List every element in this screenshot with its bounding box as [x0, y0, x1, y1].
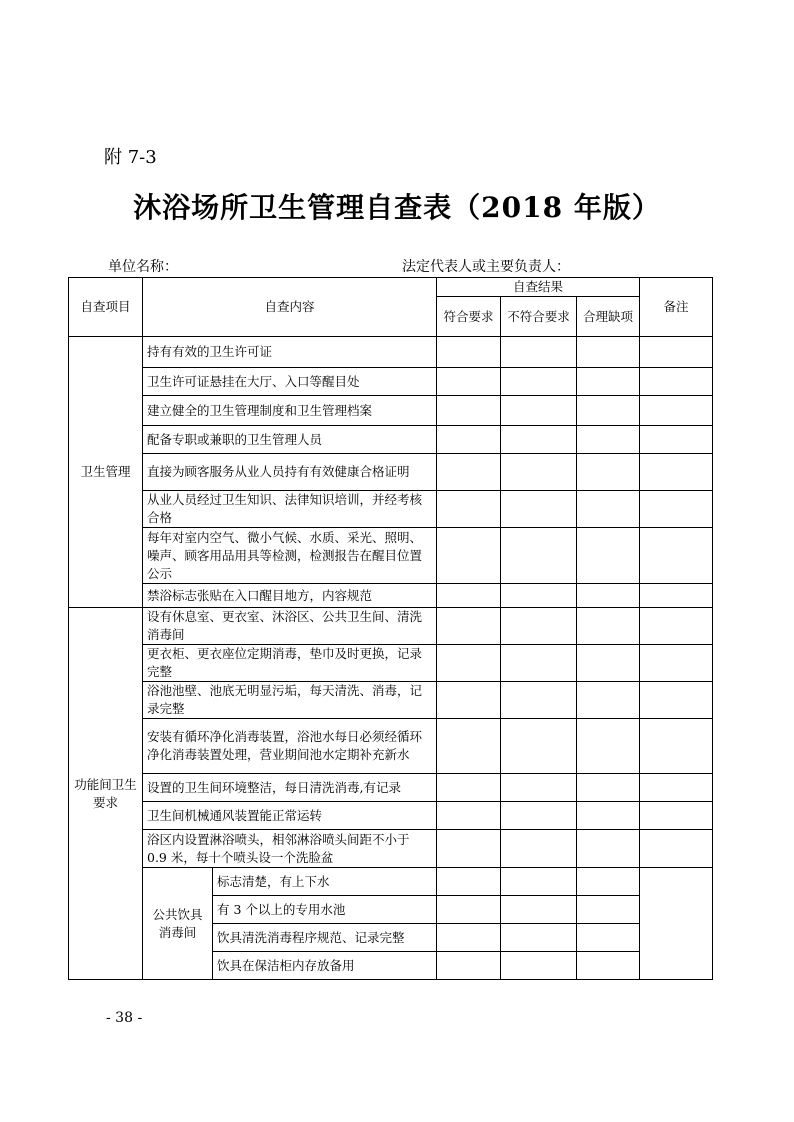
check-cell[interactable] — [437, 682, 501, 719]
check-cell[interactable] — [640, 368, 713, 396]
check-cell[interactable] — [501, 608, 577, 645]
check-item: 禁浴标志张贴在入口醒目地方，内容规范 — [143, 584, 437, 608]
check-cell[interactable] — [577, 584, 640, 608]
table-row — [69, 830, 713, 868]
check-cell[interactable] — [577, 645, 640, 682]
check-cell[interactable] — [501, 396, 577, 426]
check-cell[interactable] — [437, 396, 501, 426]
check-cell[interactable] — [577, 802, 640, 830]
check-cell[interactable] — [640, 682, 713, 719]
check-cell[interactable] — [501, 896, 577, 924]
check-cell[interactable] — [577, 719, 640, 774]
table-row — [69, 774, 713, 802]
check-cell[interactable] — [437, 337, 501, 368]
check-cell[interactable] — [577, 491, 640, 528]
header-result: 自查结果 — [437, 278, 640, 297]
table-row — [69, 802, 713, 830]
check-item: 标志清楚，有上下水 — [213, 868, 437, 896]
check-cell[interactable] — [640, 426, 713, 454]
table-row — [69, 454, 713, 491]
check-cell[interactable] — [640, 337, 713, 368]
table-row — [69, 491, 713, 528]
check-item: 每年对室内空气、微小气候、水质、采光、照明、噪声、顾客用品用具等检测，检测报告在醒目位置公示 — [143, 528, 437, 584]
check-cell[interactable] — [577, 682, 640, 719]
check-cell[interactable] — [437, 584, 501, 608]
check-cell[interactable] — [577, 368, 640, 396]
check-cell[interactable] — [577, 426, 640, 454]
table-row — [69, 396, 713, 426]
check-cell[interactable] — [501, 952, 577, 980]
check-item: 持有有效的卫生许可证 — [143, 337, 437, 368]
check-cell[interactable] — [501, 454, 577, 491]
check-item: 建立健全的卫生管理制度和卫生管理档案 — [143, 396, 437, 426]
check-cell[interactable] — [640, 454, 713, 491]
check-cell[interactable] — [640, 645, 713, 682]
check-cell[interactable] — [437, 608, 501, 645]
check-cell[interactable] — [437, 924, 501, 952]
check-cell[interactable] — [437, 802, 501, 830]
check-cell[interactable] — [437, 491, 501, 528]
check-cell[interactable] — [577, 924, 640, 952]
check-cell[interactable] — [501, 802, 577, 830]
check-cell[interactable] — [577, 868, 640, 896]
check-cell[interactable] — [577, 454, 640, 491]
check-cell[interactable] — [640, 608, 713, 645]
check-item: 从业人员经过卫生知识、法律知识培训，并经考核合格 — [143, 491, 437, 528]
header-remark: 备注 — [640, 278, 713, 337]
check-item: 浴池池壁、池底无明显污垢，每天清洗、消毒，记录完整 — [143, 682, 437, 719]
document-title: 沐浴场所卫生管理自查表（2018 年版） — [133, 191, 661, 224]
check-cell[interactable] — [640, 830, 713, 868]
check-item: 饮具在保洁柜内存放备用 — [213, 952, 437, 980]
check-cell[interactable] — [501, 368, 577, 396]
check-cell[interactable] — [501, 719, 577, 774]
check-cell[interactable] — [577, 396, 640, 426]
check-cell[interactable] — [437, 868, 501, 896]
unit-name-label: 单位名称： — [108, 259, 178, 275]
check-cell[interactable] — [640, 528, 713, 584]
table-row — [69, 608, 713, 645]
check-cell[interactable] — [437, 896, 501, 924]
header-result-nonconform: 不符合要求 — [501, 297, 577, 337]
table-row — [69, 719, 713, 774]
check-cell[interactable] — [501, 584, 577, 608]
check-cell[interactable] — [577, 896, 640, 924]
check-cell[interactable] — [501, 924, 577, 952]
check-item: 直接为顾客服务从业人员持有有效健康合格证明 — [143, 454, 437, 491]
check-cell[interactable] — [501, 491, 577, 528]
check-item: 有 3 个以上的专用水池 — [213, 896, 437, 924]
check-cell[interactable] — [437, 426, 501, 454]
table-row — [69, 868, 713, 896]
check-cell[interactable] — [501, 682, 577, 719]
header-result-conform: 符合要求 — [437, 297, 501, 337]
subsection-label: 公共饮具消毒间 — [143, 868, 213, 980]
check-cell[interactable] — [577, 774, 640, 802]
check-cell[interactable] — [640, 491, 713, 528]
check-cell[interactable] — [437, 368, 501, 396]
check-item: 饮具清洗消毒程序规范、记录完整 — [213, 924, 437, 952]
section-label: 功能间卫生要求 — [69, 608, 143, 980]
header-content: 自查内容 — [143, 278, 437, 337]
check-item: 浴区内设置淋浴喷头，相邻淋浴喷头间距不小于 0.9 米，每十个喷头设一个洗脸盆 — [143, 830, 437, 868]
check-item: 设置的卫生间环境整洁，每日清洗消毒,有记录 — [143, 774, 437, 802]
check-cell[interactable] — [501, 337, 577, 368]
check-cell[interactable] — [501, 868, 577, 896]
table-row — [69, 682, 713, 719]
check-cell[interactable] — [640, 802, 713, 830]
check-cell[interactable] — [577, 830, 640, 868]
representative-label: 法定代表人或主要负责人： — [402, 259, 570, 275]
section-label: 卫生管理 — [69, 337, 143, 608]
check-item: 卫生间机械通风装置能正常运转 — [143, 802, 437, 830]
check-cell[interactable] — [501, 645, 577, 682]
table-row — [69, 426, 713, 454]
remark-cell[interactable] — [640, 868, 713, 980]
check-item: 安装有循环净化消毒装置，浴池水每日必须经循环净化消毒装置处理，营业期间池水定期补充新水 — [143, 719, 437, 774]
check-cell[interactable] — [501, 528, 577, 584]
table-row — [69, 337, 713, 368]
header-item: 自查项目 — [69, 278, 143, 337]
check-item: 配备专职或兼职的卫生管理人员 — [143, 426, 437, 454]
table-row — [69, 368, 713, 396]
table-row — [69, 584, 713, 608]
check-cell[interactable] — [640, 584, 713, 608]
page-number: - 38 - — [106, 1010, 143, 1026]
check-item: 卫生许可证悬挂在大厅、入口等醒目处 — [143, 368, 437, 396]
self-check-table — [68, 277, 713, 980]
check-cell[interactable] — [501, 830, 577, 868]
check-cell[interactable] — [437, 645, 501, 682]
check-cell[interactable] — [437, 719, 501, 774]
check-cell[interactable] — [437, 454, 501, 491]
table-row — [69, 528, 713, 584]
check-item: 更衣柜、更衣座位定期消毒，垫巾及时更换，记录完整 — [143, 645, 437, 682]
check-cell[interactable] — [640, 719, 713, 774]
table-row — [69, 645, 713, 682]
check-cell[interactable] — [577, 528, 640, 584]
check-item: 设有休息室、更衣室、沐浴区、公共卫生间、清洗消毒间 — [143, 608, 437, 645]
check-cell[interactable] — [577, 337, 640, 368]
check-cell[interactable] — [640, 774, 713, 802]
check-cell[interactable] — [437, 952, 501, 980]
header-result-na: 合理缺项 — [577, 297, 640, 337]
check-cell[interactable] — [437, 830, 501, 868]
check-cell[interactable] — [640, 396, 713, 426]
check-cell[interactable] — [437, 528, 501, 584]
check-cell[interactable] — [501, 774, 577, 802]
check-cell[interactable] — [577, 952, 640, 980]
check-cell[interactable] — [501, 426, 577, 454]
check-cell[interactable] — [577, 608, 640, 645]
attachment-label: 附 7-3 — [104, 147, 157, 168]
check-cell[interactable] — [437, 774, 501, 802]
